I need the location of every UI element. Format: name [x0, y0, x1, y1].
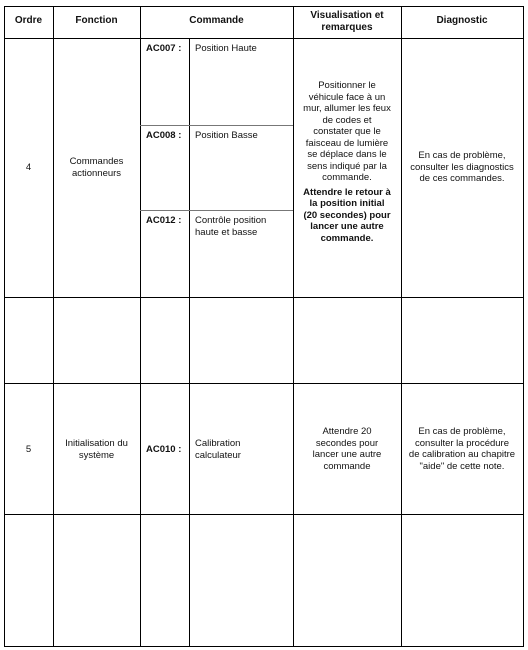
row4-visualisation-line: sens indiqué par la	[307, 160, 387, 172]
row4-visualisation-line: de codes et	[322, 114, 372, 126]
row4-visualisation-warning-line: lancer une autre	[310, 221, 384, 232]
row5-diagnostic-line: En cas de problème,	[418, 426, 506, 437]
row4-visualisation-line: véhicule face à un	[308, 91, 386, 103]
row4-visualisation-warning-line: Attendre le retour à	[303, 186, 391, 198]
row5-visualisation-line: lancer une autre	[312, 449, 382, 460]
col-divider-commande-code	[189, 38, 190, 647]
command-label-ac007-line1: Position Haute	[195, 43, 257, 54]
row5-visualisation-line: secondes pour	[315, 437, 379, 449]
row4-visualisation-line: commande.	[322, 172, 372, 183]
row4-visualisation-line: Positionner le	[318, 80, 376, 91]
header-visualisation-line1: Visualisation et	[310, 10, 384, 21]
row4-visualisation-warning-line: (20 secondes) pour	[303, 209, 391, 221]
row5-bottom-line	[4, 514, 524, 515]
row5-diagnostic-line: "aide" de cette note.	[419, 460, 505, 472]
header-bottom-line	[4, 38, 524, 39]
row4-bottom-line	[4, 297, 524, 298]
row4-diagnostic	[401, 150, 523, 185]
row4-visualisation-warning	[293, 187, 401, 245]
row4-visualisation	[293, 80, 401, 244]
col-divider-ordre	[53, 6, 54, 647]
row5-fonction	[53, 438, 140, 461]
row4-visualisation-warning-line: la position initial	[309, 198, 385, 209]
header-visualisation-line2: remarques	[321, 22, 373, 33]
col-divider-visualisation	[401, 6, 402, 647]
col-divider-fonction	[140, 6, 141, 647]
row5-fonction-line1: Initialisation du	[65, 438, 128, 449]
header-ordre: Ordre	[14, 15, 43, 26]
row4-fonction-line2: actionneurs	[71, 167, 122, 179]
command-label-ac012	[195, 215, 291, 238]
row4-diagnostic-line: En cas de problème,	[418, 150, 506, 161]
command-code-ac012: AC012 :	[146, 215, 182, 226]
header-diagnostic: Diagnostic	[436, 15, 488, 26]
command-label-ac010	[195, 438, 291, 461]
command-code-ac007: AC007 :	[146, 43, 182, 54]
row4-diagnostic-line: de ces commandes.	[419, 173, 505, 184]
row5-diagnostic-line: consulter la procédure	[415, 437, 509, 449]
row4-visualisation-warning-line: commande.	[320, 232, 374, 244]
table-border-bottom	[4, 646, 524, 647]
command-label-ac012-line1: Contrôle position	[195, 215, 267, 226]
table-border-top	[4, 6, 524, 7]
row4-diagnostic-line: consulter les diagnostics	[410, 161, 514, 173]
row5-visualisation	[293, 426, 401, 472]
table-border-right	[523, 6, 524, 647]
command-code-ac008: AC008 :	[146, 130, 182, 141]
row5-diagnostic	[401, 426, 523, 472]
command-label-ac007	[195, 43, 291, 55]
row4-fonction	[53, 156, 140, 179]
command-label-ac008	[195, 130, 291, 142]
command-label-ac008-line1: Position Basse	[195, 130, 258, 141]
row5-diagnostic-line: de calibration au chapitre	[408, 449, 516, 460]
row4-visualisation-line: constater que le	[313, 126, 381, 137]
row4-visualisation-line: faisceau de lumière	[305, 137, 389, 149]
row5-ordre: 5	[25, 444, 32, 455]
row5-visualisation-line: Attendre 20	[322, 426, 372, 437]
row5-visualisation-line: commande	[323, 460, 371, 472]
command-label-ac012-line2: haute et basse	[195, 226, 258, 238]
empty-row-bottom-line	[4, 383, 524, 384]
subrow-divider-2	[140, 210, 293, 211]
command-label-ac010-line2: calculateur	[195, 449, 241, 461]
row4-visualisation-line: mur, allumer les feux	[303, 103, 391, 114]
header-visualisation	[293, 10, 401, 34]
header-commande: Commande	[189, 15, 244, 26]
command-label-ac010-line1: Calibration	[195, 438, 241, 449]
subrow-divider-1	[140, 125, 293, 126]
table-border-left	[4, 6, 5, 647]
row4-ordre: 4	[25, 162, 32, 173]
row4-visualisation-line: se déplace dans le	[307, 149, 387, 160]
row4-fonction-line1: Commandes	[69, 156, 124, 167]
command-code-ac010: AC010 :	[146, 444, 182, 455]
header-fonction: Fonction	[75, 15, 118, 26]
row5-fonction-line2: système	[78, 449, 115, 461]
